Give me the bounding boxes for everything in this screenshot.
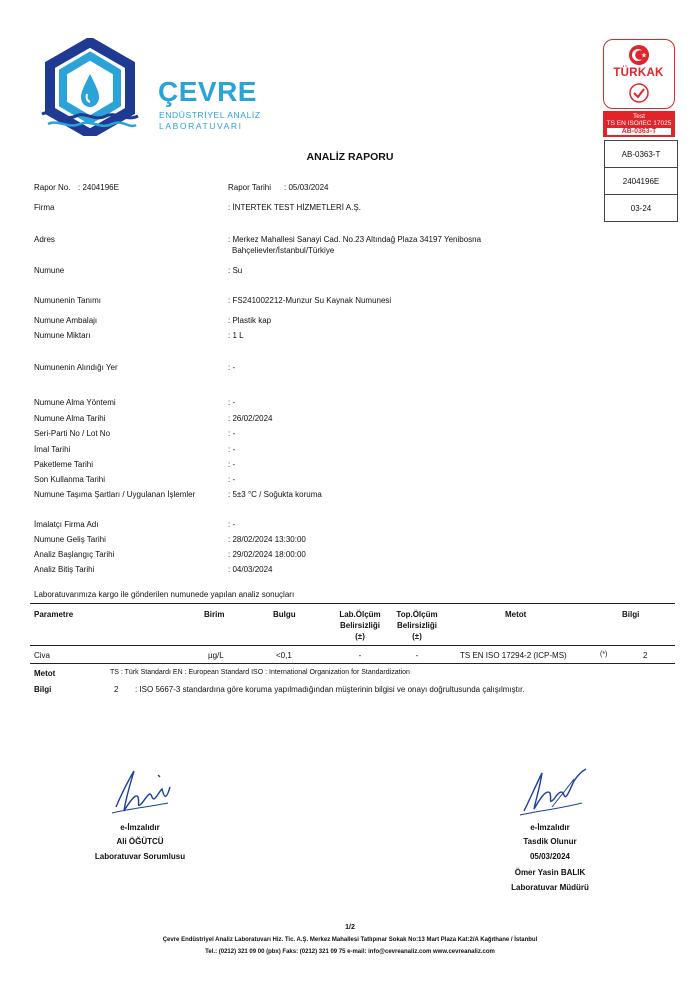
field-label: Numune Taşıma Şartları / Uygulanan İşlemler xyxy=(34,490,196,499)
field-label: Numune Alma Yöntemi xyxy=(34,398,116,407)
note-method-text: TS : Türk Standardı EN : European Standard ISO : International Organization for Standardization xyxy=(110,669,410,676)
field-label: Numune Miktarı xyxy=(34,331,91,340)
signature-left-line1: e-İmzalıdır xyxy=(120,823,160,832)
note-method-label: Metot xyxy=(34,669,56,678)
field-value: : - xyxy=(228,475,236,484)
footer-address: Çevre Endüstriyel Analiz Laboratuvarı Hiz. Tic. A.Ş. Merkez Mahallesi Tatlıpınar Sokak No:13 Mart Plaza Kat:2/A Kağıthane / İstanbul xyxy=(162,937,538,943)
signature-right-line1: e-İmzalıdır xyxy=(530,823,570,832)
cell-method: TS EN ISO 17294-2 (ICP-MS) xyxy=(460,651,567,660)
table-bottom-rule xyxy=(30,663,675,664)
cell-lab-uncertainty: - xyxy=(358,651,362,660)
field-value: : - xyxy=(228,445,236,454)
field-label: Numunenin Tanımı xyxy=(34,296,101,305)
cell-parameter: Civa xyxy=(34,651,51,660)
field-value: : Plastik kap xyxy=(228,316,272,325)
cell-top-uncertainty: - xyxy=(415,651,419,660)
col-header-result: Bulgu xyxy=(273,610,296,619)
col-header-top-2: Belirsizliği xyxy=(396,621,437,630)
brand-subtitle-2: LABORATUVARI xyxy=(159,121,243,131)
col-header-top-3: (±) xyxy=(412,632,422,641)
report-no-label: Rapor No. xyxy=(34,183,71,192)
accreditation-code: AB-0363-T xyxy=(607,128,671,135)
field-value: : - xyxy=(228,460,236,469)
table-header-rule xyxy=(30,645,675,646)
results-intro: Laboratuvarımıza kargo ile gönderilen numunede yapılan analiz sonuçları xyxy=(34,590,295,599)
field-label: Numunenin Alındığı Yer xyxy=(34,363,118,372)
col-header-lab-3: (±) xyxy=(355,632,365,641)
col-header-info: Bilgi xyxy=(622,610,640,619)
field-value: : Merkez Mahallesi Sanayi Cad. No.23 Altındağ Plaza 34197 Yenibosna xyxy=(228,235,482,244)
field-label: İmalatçı Firma Adı xyxy=(34,520,99,529)
signature-left-icon xyxy=(108,763,178,817)
cell-method-mark: (*) xyxy=(600,651,608,658)
field-label: Paketleme Tarihi xyxy=(34,460,93,469)
accreditation-standard: TS EN ISO/IEC 17025 xyxy=(606,120,672,127)
signature-left-name: Ali ÖĞÜTCÜ xyxy=(116,837,164,846)
field-value: : - xyxy=(228,429,236,438)
signature-right-approval: Tasdik Olunur xyxy=(523,837,577,846)
field-label: İmal Tarihi xyxy=(34,445,71,454)
field-value: : FS241002212-Munzur Su Kaynak Numunesi xyxy=(228,296,392,305)
accreditation-box-code: AB-0363-T xyxy=(605,141,677,168)
field-value: : - xyxy=(228,398,236,407)
note-info-text: : ISO 5667-3 standardına göre koruma yapılmadığından müşterinin bilgisi ve onayı doğrultusunda çalışılmıştır. xyxy=(135,685,525,694)
field-label: Son Kullanma Tarihi xyxy=(34,475,106,484)
crescent-star-icon xyxy=(628,44,650,66)
signature-right-name: Ömer Yasin BALIK xyxy=(514,868,586,877)
report-date-value: : 05/03/2024 xyxy=(284,183,329,192)
field-value: : - xyxy=(228,520,236,529)
field-label: Numune Geliş Tarihi xyxy=(34,535,106,544)
brand-name: ÇEVRE xyxy=(158,76,257,107)
field-value: : 29/02/2024 18:00:00 xyxy=(228,550,306,559)
note-info-number: 2 xyxy=(114,685,119,694)
accreditation-box-report-no: 2404196E xyxy=(605,168,677,195)
cell-info: 2 xyxy=(643,651,648,660)
field-label: Adres xyxy=(34,235,55,244)
signature-right-icon xyxy=(512,763,592,817)
field-value: : Su xyxy=(228,266,243,275)
col-header-lab-2: Belirsizliği xyxy=(339,621,380,630)
note-info-label: Bilgi xyxy=(34,685,52,694)
accreditation-test-label: Test xyxy=(633,113,645,120)
page-title: ANALİZ RAPORU xyxy=(306,151,394,163)
turkak-logo-text: TÜRKAK xyxy=(613,67,664,79)
field-label: Firma xyxy=(34,203,55,212)
field-value: : 1 L xyxy=(228,331,244,340)
field-value-line2: Bahçelievler/İstanbul/Türkiye xyxy=(232,246,335,255)
col-header-top-1: Top.Ölçüm xyxy=(396,610,438,619)
col-header-lab-1: Lab.Ölçüm xyxy=(339,610,381,619)
field-value: : 5±3 °C / Soğukta koruma xyxy=(228,490,322,499)
field-label: Seri-Parti No / Lot No xyxy=(34,429,111,438)
field-value: : - xyxy=(228,363,236,372)
turkak-logo xyxy=(603,39,675,109)
cell-unit: µg/L xyxy=(208,651,224,660)
table-top-rule xyxy=(30,603,675,604)
page-number: 1/2 xyxy=(345,924,355,931)
signature-right-date: 05/03/2024 xyxy=(529,852,571,861)
field-value: : İNTERTEK TEST HİZMETLERİ A.Ş. xyxy=(228,203,361,212)
col-header-unit: Birim xyxy=(204,610,225,619)
cell-result: <0,1 xyxy=(276,651,292,660)
report-no-value: : 2404196E xyxy=(78,183,119,192)
check-circle-icon xyxy=(628,82,650,104)
col-header-method: Metot xyxy=(505,610,527,619)
field-value: : 04/03/2024 xyxy=(228,565,273,574)
accreditation-band xyxy=(603,111,675,137)
report-date-label: Rapor Tarihi xyxy=(228,183,271,192)
field-label: Numune Alma Tarihi xyxy=(34,414,106,423)
accreditation-box-period: 03-24 xyxy=(630,203,652,213)
field-value: : 28/02/2024 13:30:00 xyxy=(228,535,306,544)
field-label: Numune xyxy=(34,266,65,275)
cevre-logo-icon xyxy=(40,38,140,136)
field-value: : 26/02/2024 xyxy=(228,414,273,423)
brand-subtitle-1: ENDÜSTRİYEL ANALİZ xyxy=(159,110,261,120)
signature-left-title: Laboratuvar Sorumlusu xyxy=(94,852,186,861)
col-header-parameter: Parametre xyxy=(34,610,74,619)
footer-contact: Tel.: (0212) 321 09 00 (pbx) Faks: (0212) 321 09 75 e-mail: info@cevreanaliz.com www.cevreanaliz.com xyxy=(205,949,495,955)
field-label: Analiz Bitiş Tarihi xyxy=(34,565,95,574)
field-label: Analiz Başlangıç Tarihi xyxy=(34,550,115,559)
field-label: Numune Ambalajı xyxy=(34,316,98,325)
signature-right-title: Laboratuvar Müdürü xyxy=(511,883,589,892)
